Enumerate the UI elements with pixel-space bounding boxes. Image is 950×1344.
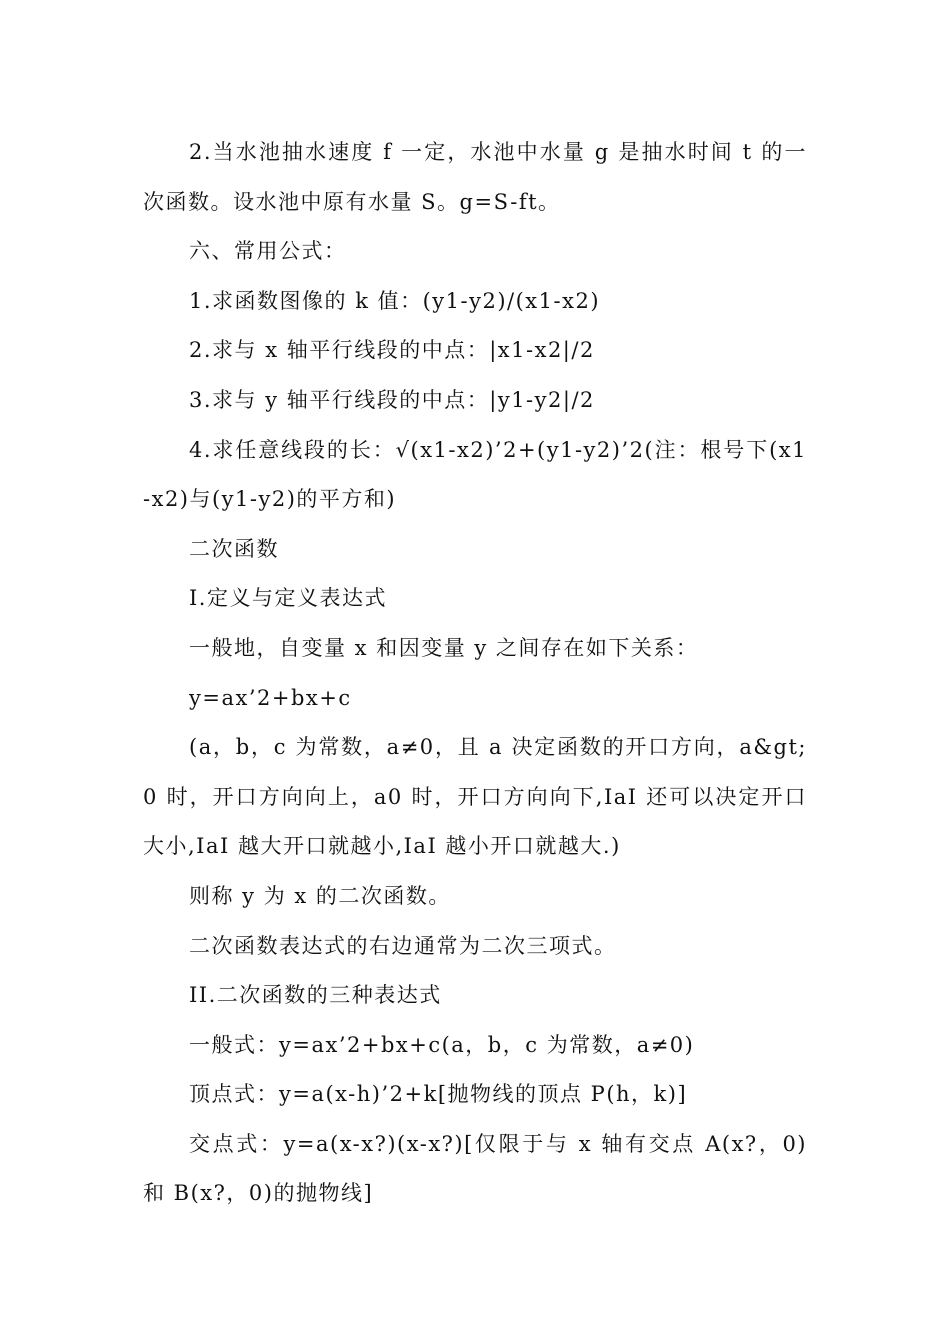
formula-general-quadratic: y=ax’2+bx+c [189, 685, 352, 710]
formula-midpoint-y-axis: 3.求与 y 轴平行线段的中点：|y1-y2|/2 [189, 387, 595, 412]
formula-vertex-form: 顶点式：y=a(x-h)’2+k[抛物线的顶点 P(h，k)] [189, 1082, 688, 1107]
heading-common-formulas: 六、常用公式： [189, 239, 347, 264]
paragraph-water-pool-function: 2.当水池抽水速度 f 一定，水池中水量 g 是抽水时间 t 的一次函数。设水池中原有水量 S。g=S-ft。 [143, 140, 807, 214]
heading-quadratic-function: 二次函数 [189, 536, 279, 561]
paragraph-called-quadratic: 则称 y 为 x 的二次函数。 [189, 883, 451, 908]
heading-definition: I.定义与定义表达式 [189, 586, 387, 611]
formula-slope-k: 1.求函数图像的 k 值：(y1-y2)/(x1-x2) [189, 288, 601, 313]
heading-three-forms: II.二次函数的三种表达式 [189, 983, 442, 1008]
formula-midpoint-x-axis: 2.求与 x 轴平行线段的中点：|x1-x2|/2 [189, 338, 595, 363]
document-body [143, 128, 807, 1219]
formula-segment-length: 4.求任意线段的长：√(x1-x2)’2+(y1-y2)’2(注：根号下(x1-x2)与(y1-y2)的平方和) [143, 437, 807, 512]
formula-general-form: 一般式：y=ax’2+bx+c(a，b，c 为常数，a≠0) [189, 1032, 695, 1057]
formula-intercept-form: 交点式：y=a(x-x?)(x-x?)[仅限于与 x 轴有交点 A(x?，0)和 B(x?，0)的抛物线] [143, 1131, 807, 1206]
paragraph-coefficient-notes: (a，b，c 为常数，a≠0，且 a 决定函数的开口方向，a&gt;0 时，开口方向向上，a0 时，开口方向向下,IaI 还可以决定开口大小,IaI 越大开口就越小,IaI 越小开口就越大.) [143, 735, 807, 859]
paragraph-trinomial-note: 二次函数表达式的右边通常为二次三项式。 [189, 933, 617, 958]
paragraph-definition-intro: 一般地，自变量 x 和因变量 y 之间存在如下关系： [189, 635, 699, 660]
